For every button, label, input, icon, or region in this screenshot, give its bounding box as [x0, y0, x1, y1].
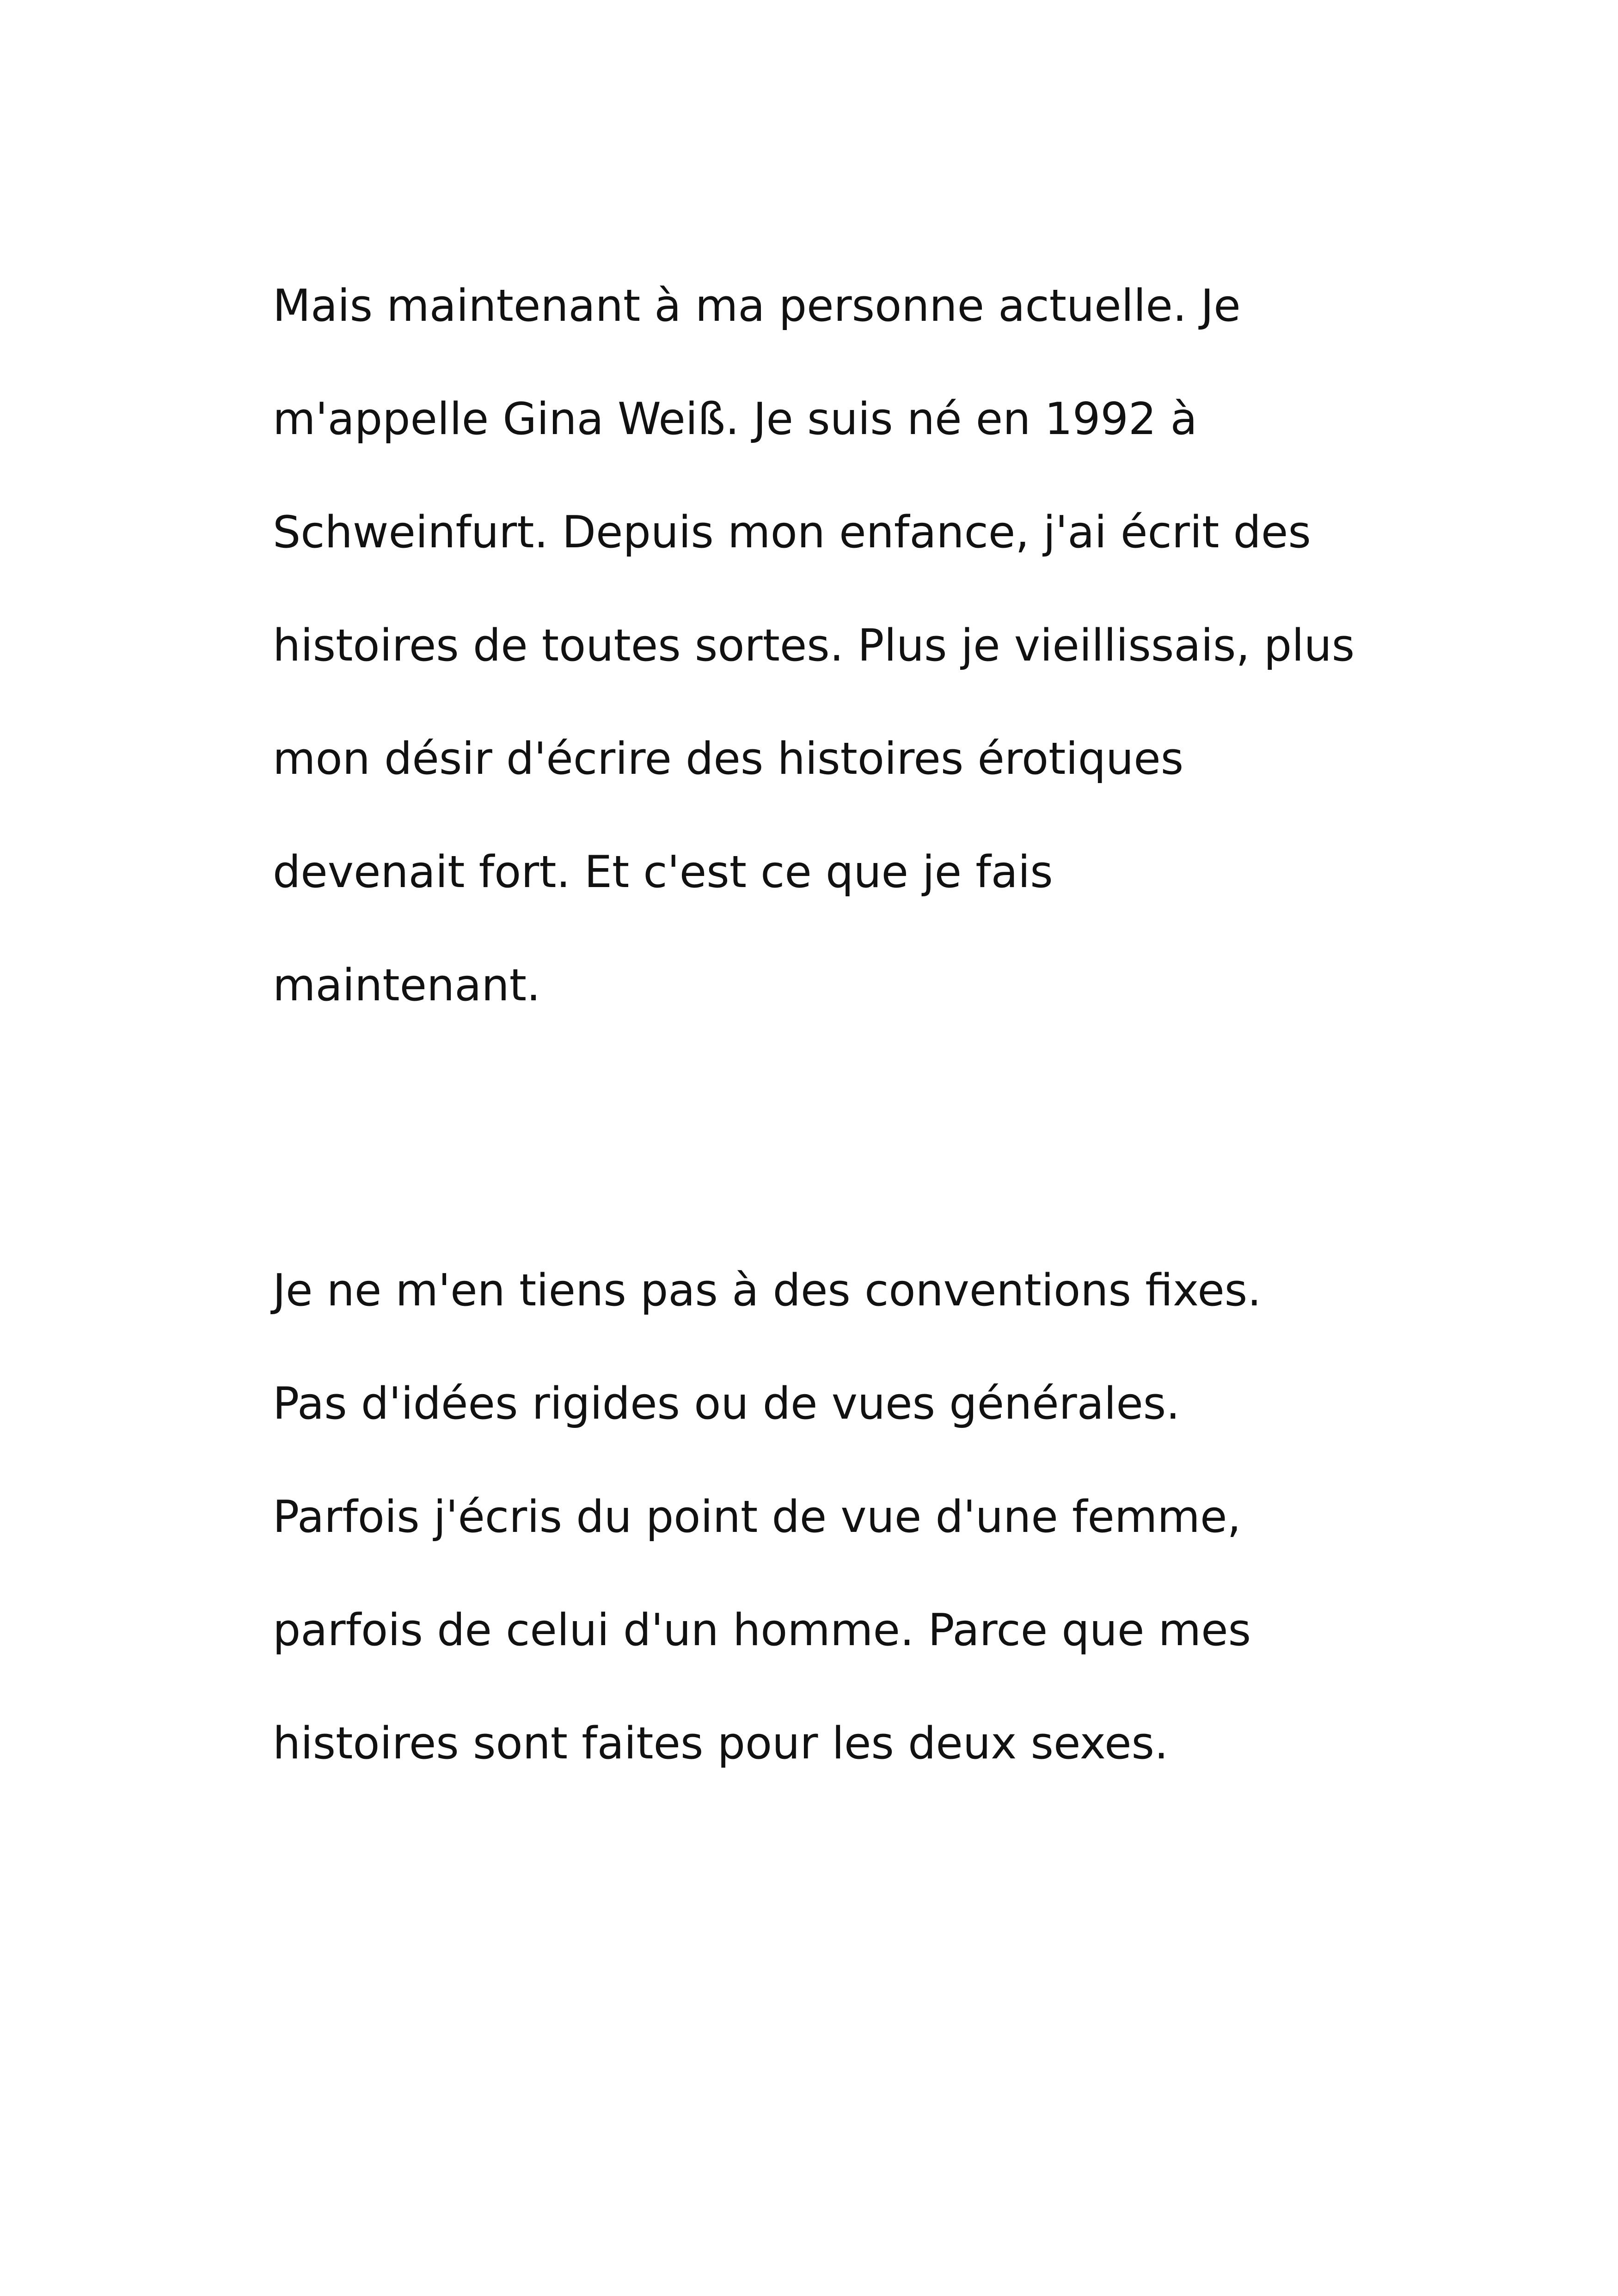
- paragraph-line: maintenant.: [273, 960, 541, 1011]
- paragraph-line: Pas d'idées rigides ou de vues générales.: [273, 1378, 1180, 1429]
- paragraph-line: Mais maintenant à ma personne actuelle. Je: [273, 281, 1241, 331]
- paragraph-line: mon désir d'écrire des histoires érotiques: [273, 734, 1184, 784]
- paragraph-line: histoires de toutes sortes. Plus je vieillissais, plus: [273, 620, 1355, 671]
- paragraph-line: Parfois j'écris du point de vue d'une femme,: [273, 1492, 1241, 1543]
- paragraph-line: devenait fort. Et c'est ce que je fais: [273, 847, 1053, 898]
- paragraph-line: Je ne m'en tiens pas à des conventions fixes.: [273, 1265, 1262, 1316]
- paragraph-line: histoires sont faites pour les deux sexes.: [273, 1718, 1169, 1769]
- paragraph-line: Schweinfurt. Depuis mon enfance, j'ai écrit des: [273, 507, 1311, 558]
- paragraph-line: m'appelle Gina Weiß. Je suis né en 1992 à: [273, 394, 1197, 445]
- paragraph-line: parfois de celui d'un homme. Parce que mes: [273, 1605, 1251, 1656]
